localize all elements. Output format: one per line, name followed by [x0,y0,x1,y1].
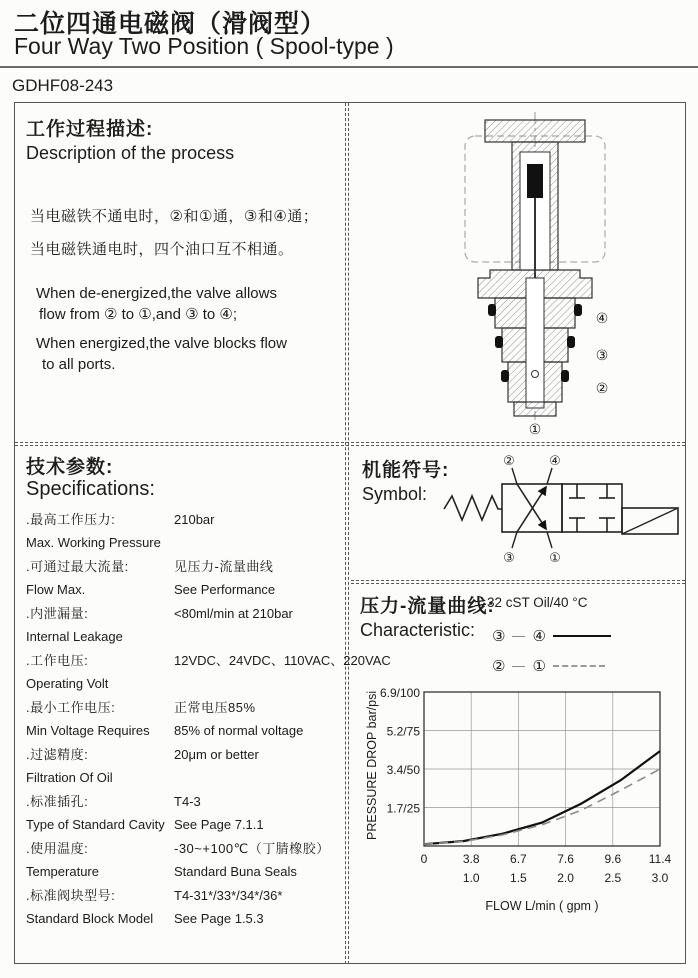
flow-path-2-1 [517,484,546,529]
legend-tick [512,666,525,667]
spec-value-2: See Page 1.5.3 [174,911,264,926]
o-ring [501,370,509,382]
spec-label-en: Min Voltage Requires [26,723,150,738]
curve-2-to-1-dashed [424,769,660,844]
svg-text:1.7/25: 1.7/25 [386,801,420,816]
hydraulic-symbol [438,452,688,567]
spec-value: 210bar [174,512,215,527]
spec-label-zh: .内泄漏量: [26,606,89,621]
position-box-blocked [562,484,622,532]
spec-label-zh: .标准阀块型号: [26,888,116,903]
drawing-port-1-label: ① [528,421,542,437]
oil-condition-note: 32 cST Oil/40 °C [487,595,588,610]
chart-legend [492,626,611,676]
spec-label-en: Standard Block Model [26,911,154,926]
spec-value: <80ml/min at 210bar [174,606,293,621]
svg-text:3.8: 3.8 [462,852,480,866]
spec-value-2: 85% of normal voltage [174,723,304,738]
specs-heading-en: Specifications: [26,478,155,500]
legend-tick [512,636,525,637]
row-divider-right [351,580,685,584]
spec-label-zh: .使用温度: [26,841,89,856]
header-rule [0,66,698,69]
characteristic-heading-en: Characteristic: [360,620,476,640]
svg-text:1.0: 1.0 [462,871,480,885]
legend-line-dashed [553,665,605,667]
drawing-port-3-label: ③ [595,347,609,363]
description-en-p1-l1: When de-energized,the valve allows [36,285,277,302]
model-number: GDHF08-243 [12,76,114,95]
spec-label-zh: .可通过最大流量: [26,559,129,574]
blocked-ports [569,484,615,532]
flow-path-3-4 [517,487,546,532]
description-heading-zh: 工作过程描述: [26,119,154,140]
drawing-port-2-label: ② [595,380,609,396]
o-ring [561,370,569,382]
spec-row [26,602,348,648]
svg-text:6.9/100: 6.9/100 [379,686,420,700]
characteristic-heading-zh: 压力-流量曲线: [360,596,495,617]
spec-label-en: Max. Working Pressure [26,535,161,550]
spec-label-en: Operating Volt [26,676,109,691]
spec-label-en: Temperature [26,864,99,879]
spec-value-2: See Page 7.1.1 [174,817,264,832]
svg-text:3.0: 3.0 [651,871,669,885]
svg-text:3.4/50: 3.4/50 [386,763,420,777]
x-tick-labels-lmin [421,852,672,866]
spool-bore [526,278,544,408]
svg-text:1.5: 1.5 [510,871,527,885]
y-tick-labels [380,686,420,816]
o-ring [488,304,496,316]
symbol-port-4-label: ④ [549,453,561,468]
description-zh-line2: 当电磁铁通电时，四个油口互不相通。 [30,241,294,258]
svg-text:0: 0 [420,852,428,866]
spec-value-2: See Performance [174,582,276,597]
spec-value-2: Standard Buna Seals [174,864,297,879]
legend-port-to: ④ [532,628,546,645]
symbol-port-1-label: ① [549,550,561,565]
spec-value: 见压力-流量曲线 [174,559,274,574]
spec-label-en: Filtration Of Oil [26,770,113,785]
drawing-port-4-label: ④ [595,310,609,326]
spec-label-zh: .最高工作压力: [26,512,116,527]
description-en-paragraph1 [36,283,277,325]
spec-row [26,508,348,554]
description-en-paragraph2 [36,333,287,375]
spec-label-zh: .工作电压: [26,653,89,668]
o-ring [495,336,503,348]
spec-row [26,837,348,883]
chart-x-axis-title: FLOW L/min ( gpm ) [485,899,599,913]
symbol-port-3-label: ③ [503,550,515,565]
armature [527,164,543,198]
o-ring [574,304,582,316]
spec-row [26,649,391,695]
svg-text:6.7: 6.7 [510,852,527,866]
valve-cross-section-drawing [440,112,650,437]
specs-heading-zh: 技术参数: [26,457,114,478]
symbol-heading-zh: 机能符号: [362,460,450,481]
spec-value: 正常电压85% [174,700,256,715]
svg-text:7.6: 7.6 [557,852,574,866]
valve-cap [485,120,585,142]
pressure-flow-chart [360,678,692,930]
description-en-p2-l2: to all ports. [42,356,116,373]
spec-row [26,555,348,601]
page-title-zh: 二位四通电磁阀（滑阀型） [14,10,327,38]
spec-value: T4-31*/33*/34*/36* [174,888,283,903]
spec-row [26,884,348,930]
page-title-en: Four Way Two Position ( Spool-type ) [14,33,394,59]
svg-text:11.4: 11.4 [648,852,672,866]
x-tick-labels-gpm [463,871,669,885]
spec-label-en: Type of Standard Cavity [26,817,165,832]
legend-row-solid [492,626,611,646]
row-divider-main [15,442,685,446]
description-heading-en: Description of the process [26,143,235,163]
symbol-heading-en: Symbol: [362,484,428,504]
svg-text:2.0: 2.0 [557,871,574,885]
description-en-p1-l2: flow from ② to ①,and ③ to ④; [39,306,238,323]
description-zh-line1: 当电磁铁不通电时，②和①通，③和④通； [30,208,319,225]
symbol-port-2-label: ② [503,453,515,468]
spring-symbol [444,496,502,520]
chart-y-axis-title: PRESSURE DROP bar/psi [365,690,379,840]
spec-value: 20μm or better [174,747,259,762]
legend-row-dashed [492,656,611,676]
legend-line-solid [553,635,611,637]
spec-row [26,696,348,742]
svg-text:2.5: 2.5 [604,871,622,885]
spec-value: -30~+100℃（丁腈橡胶） [174,841,330,856]
legend-port-from: ② [492,658,506,675]
spec-label-zh: .最小工作电压: [26,700,116,715]
spec-value: T4-3 [174,794,201,809]
svg-text:9.6: 9.6 [604,852,622,866]
curve-3-to-4-solid [424,751,660,844]
legend-port-to: ① [532,658,546,675]
svg-text:5.2/75: 5.2/75 [386,724,420,739]
o-ring [567,336,575,348]
description-en-p2-l1: When energized,the valve blocks flow [36,335,287,352]
spec-value: 12VDC、24VDC、110VAC、220VAC [174,653,391,668]
spec-row [26,790,348,836]
legend-port-from: ③ [492,628,506,645]
spec-label-en: Flow Max. [26,582,86,597]
spec-label-en: Internal Leakage [26,629,123,644]
spec-label-zh: .过滤精度: [26,747,89,762]
valve-nose [514,402,556,416]
spec-label-zh: .标准插孔: [26,794,89,809]
spec-row [26,743,348,789]
